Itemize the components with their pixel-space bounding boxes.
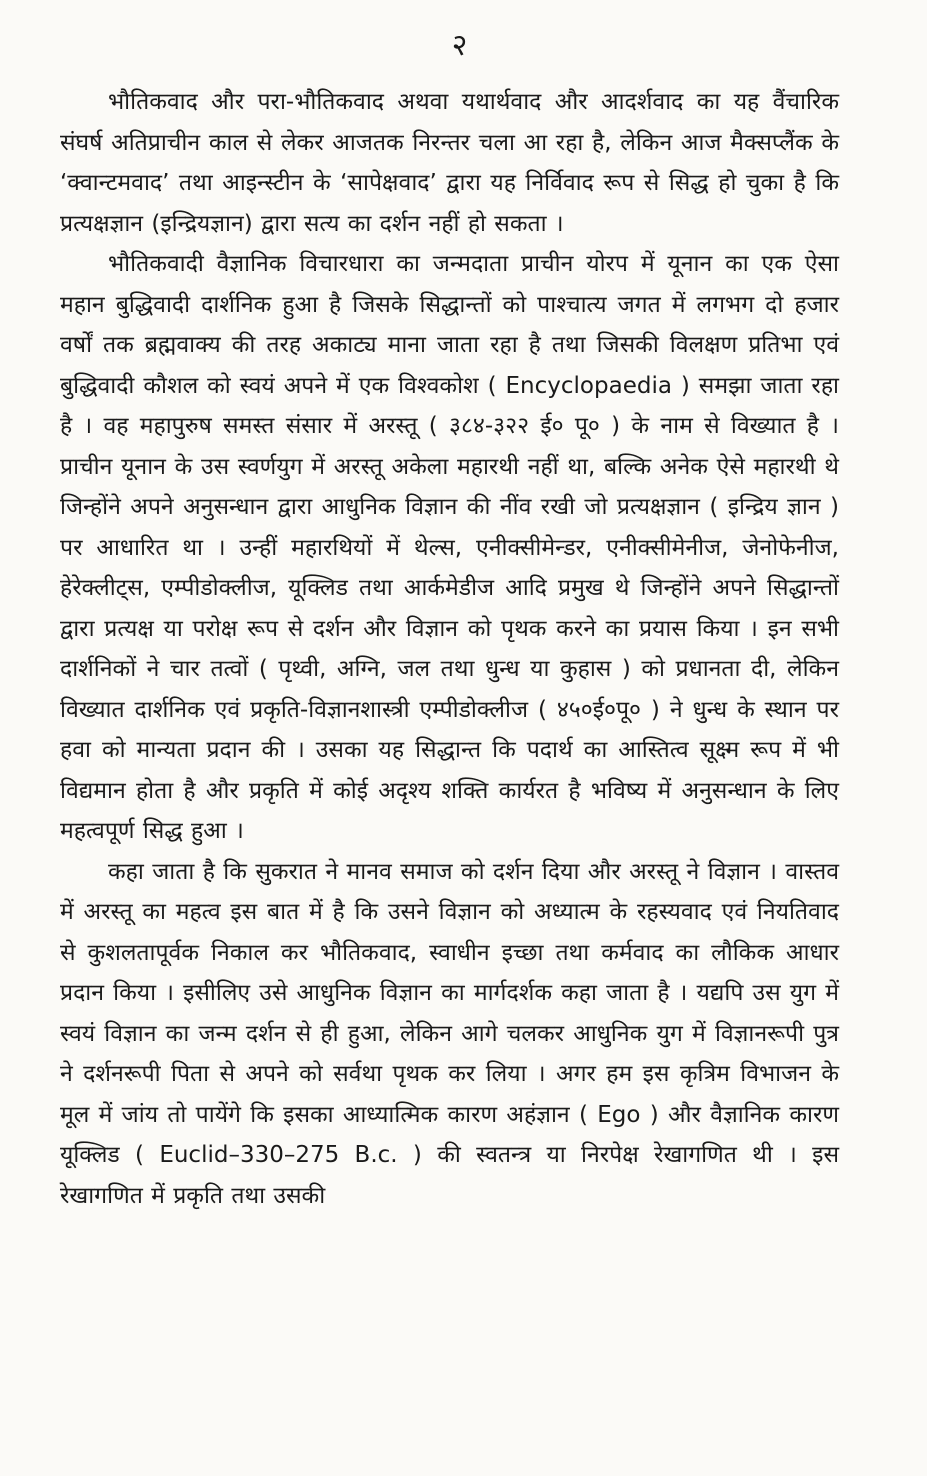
paragraph-3: कहा जाता है कि सुकरात ने मानव समाज को दर्शन दिया और अरस्तू ने विज्ञान । वास्तव में अरस्तू का महत्व इस बात में है कि उसने विज्ञान को अध्यात्म के रहस्यवाद एवं नियतिवाद से कुशलतापूर्वक निकाल कर भौतिकवाद, स्वाधीन इच्छा तथा कर्मवाद का लौकिक आधार प्रदान किया । इसीलिए उसे आधुनिक विज्ञान का मार्गदर्शक कहा जाता है । यद्यपि उस युग में स्वयं विज्ञान का जन्म दर्शन से ही हुआ, लेकिन आगे चलकर आधुनिक युग में विज्ञानरूपी पुत्र ने दर्शनरूपी पिता से अपने को सर्वथा पृथक कर लिया । अगर हम इस कृत्रिम विभाजन के मूल में जांय तो पायेंगे कि इसका आध्यात्मिक कारण अहंज्ञान ( Ego ) और वैज्ञानिक कारण यूक्लिड ( Euclid–330–275 B.c. ) की स्वतन्त्र या निरपेक्ष रेखागणित थी । इस रेखागणित में प्रकृति तथा उसकी [60, 858, 839, 1209]
page-number: २ [451, 28, 468, 63]
paragraph-2: भौतिकवादी वैज्ञानिक विचारधारा का जन्मदाता प्राचीन योरप में यूनान का एक ऐसा महान बुद्धिवादी दार्शनिक हुआ है जिसके सिद्धान्तों को पाश्चात्य जगत में लगभग दो हजार वर्षों तक ब्रह्मवाक्य की तरह अकाट्य माना जाता रहा है तथा जिसकी विलक्षण प्रतिभा एवं बुद्धिवादी कौशल को स्वयं अपने में एक विश्वकोश ( Encyclopaedia ) समझा जाता रहा है । वह महापुरुष समस्त संसार में अरस्तू ( ३८४-३२२ ई० पू० ) के नाम से विख्यात है । प्राचीन यूनान के उस स्वर्णयुग में अरस्तू अकेला महारथी नहीं था, बल्कि अनेक ऐसे महारथी थे जिन्होंने अपने अनुसन्धान द्वारा आधुनिक विज्ञान की नींव रखी जो प्रत्यक्षज्ञान ( इन्द्रिय ज्ञान ) पर आधारित था । उन्हीं महारथियों में थेल्स, एनीक्सीमेन्डर, एनीक्सीमेनीज, जेनोफेनीज, हेरेक्लीट्स, एम्पीडोक्लीज, यूक्लिड तथा आर्कमेडीज आदि प्रमुख थे जिन्होंने अपने सिद्धान्तों द्वारा प्रत्यक्ष या परोक्ष रूप से दर्शन और विज्ञान को पृथक करने का प्रयास किया । इन सभी दार्शनिकों ने चार तत्वों ( पृथ्वी, अग्नि, जल तथा धुन्ध या कुहास ) को प्रधानता दी, लेकिन विख्यात दार्शनिक एवं प्रकृति-विज्ञानशास्त्री एम्पीडोक्लीज ( ४५०ई०पू० ) ने धुन्ध के स्थान पर हवा को मान्यता प्रदान की । उसका यह सिद्धान्त कि पदार्थ का आस्तित्व सूक्ष्म रूप में भी विद्यमान होता है और प्रकृति में कोई अदृश्य शक्ति कार्यरत है भविष्य में अनुसन्धान के लिए महत्वपूर्ण सिद्ध हुआ । [60, 251, 839, 844]
paragraph-1: भौतिकवाद और परा-भौतिकवाद अथवा यथार्थवाद और आदर्शवाद का यह वैंचारिक संघर्ष अतिप्राचीन काल से लेकर आजतक निरन्तर चला आ रहा है, लेकिन आज मैक्सप्लैंक के ‘क्वान्टमवाद’ तथा आइन्स्टीन के ‘सापेक्षवाद’ द्वारा यह निर्विवाद रूप से सिद्ध हो चुका है कि प्रत्यक्षज्ञान (इन्द्रियज्ञान) द्वारा सत्य का दर्शन नहीं हो सकता । [60, 89, 839, 237]
